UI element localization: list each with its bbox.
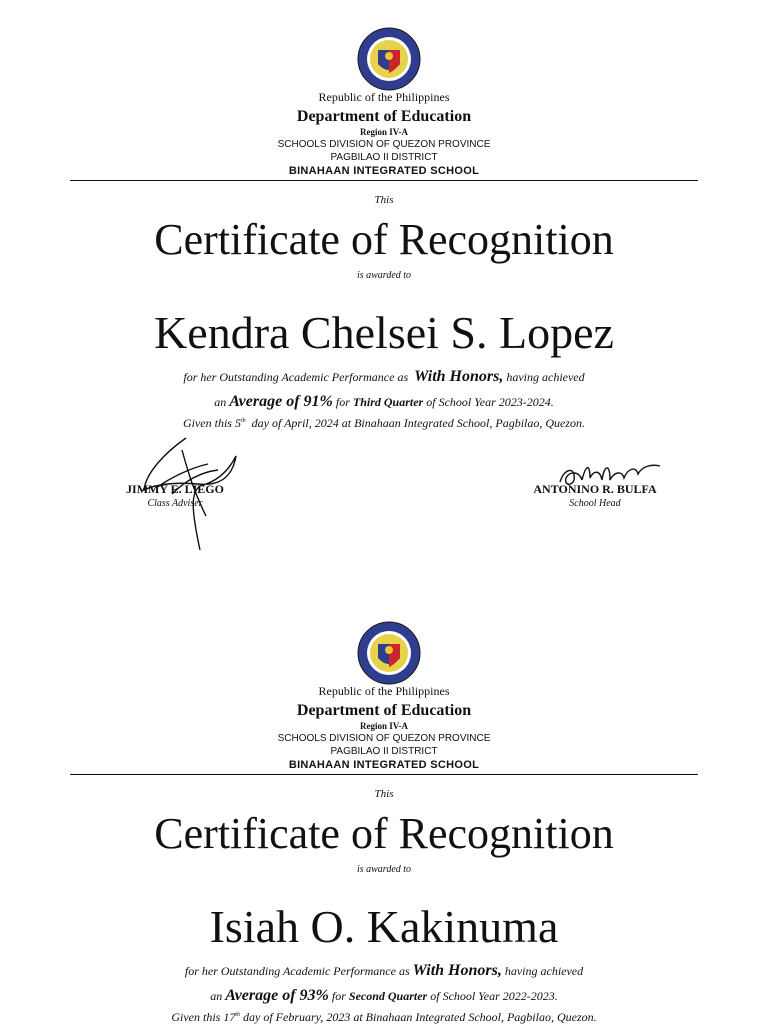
this-label: This	[374, 788, 394, 800]
republic-label: Republic of the Philippines	[318, 684, 450, 698]
header-divider	[70, 180, 698, 181]
district-label: PAGBILAO II DISTRICT	[330, 746, 438, 757]
quarter-label: Second Quarter	[348, 989, 428, 1003]
quarter-label: Third Quarter	[352, 395, 424, 409]
this-label: This	[374, 194, 394, 206]
header-divider	[70, 774, 698, 775]
deped-seal-icon	[356, 620, 422, 686]
adviser-name: JIMMY E. LIEGO	[126, 482, 224, 496]
performance-line: for her Outstanding Academic Performance as With Honors, having achieved	[183, 368, 585, 385]
region-label: Region IV-A	[359, 127, 409, 137]
recipient-name: Isiah O. Kakinuma	[209, 901, 559, 952]
school-label: BINAHAAN INTEGRATED SCHOOL	[288, 759, 480, 771]
deped-seal-icon	[356, 26, 422, 92]
republic-label: Republic of the Philippines	[318, 90, 450, 104]
department-label: Department of Education	[296, 702, 472, 719]
average-line: an Average of 93% for Second Quarter of School Year 2022-2023.	[210, 987, 558, 1004]
certificate-title: Certificate of Recognition	[154, 809, 614, 858]
average-label: Average of 91%	[229, 393, 333, 410]
given-line: Given this 17th day of February, 2023 at Binahaan Integrated School, Pagbilao, Quezon.	[171, 1010, 597, 1024]
recipient-name: Kendra Chelsei S. Lopez	[154, 307, 614, 358]
school-head-position: School Head	[569, 498, 621, 509]
division-label: SCHOOLS DIVISION OF QUEZON PROVINCE	[277, 733, 491, 744]
adviser-signature-block	[110, 482, 240, 509]
school-label: BINAHAAN INTEGRATED SCHOOL	[288, 165, 480, 177]
certificate-title: Certificate of Recognition	[154, 215, 614, 264]
honor-label: With Honors,	[412, 962, 502, 979]
average-label: Average of 93%	[225, 987, 329, 1004]
performance-line: for her Outstanding Academic Performance as With Honors, having achieved	[184, 962, 584, 979]
department-label: Department of Education	[296, 108, 472, 125]
awarded-label: is awarded to	[356, 270, 412, 281]
awarded-label: is awarded to	[356, 864, 412, 875]
region-label: Region IV-A	[359, 721, 409, 731]
district-label: PAGBILAO II DISTRICT	[330, 152, 438, 163]
average-line: an Average of 91% for Third Quarter of School Year 2023-2024.	[214, 393, 554, 410]
honor-label: With Honors,	[414, 368, 504, 385]
school-head-signature-block	[520, 482, 670, 509]
adviser-position: Class Adviser	[147, 498, 203, 509]
given-line: Given this 5th day of April, 2024 at Binahaan Integrated School, Pagbilao, Quezon.	[182, 416, 586, 430]
division-label: SCHOOLS DIVISION OF QUEZON PROVINCE	[277, 139, 491, 150]
school-head-name: ANTONINO R. BULFA	[533, 482, 657, 496]
